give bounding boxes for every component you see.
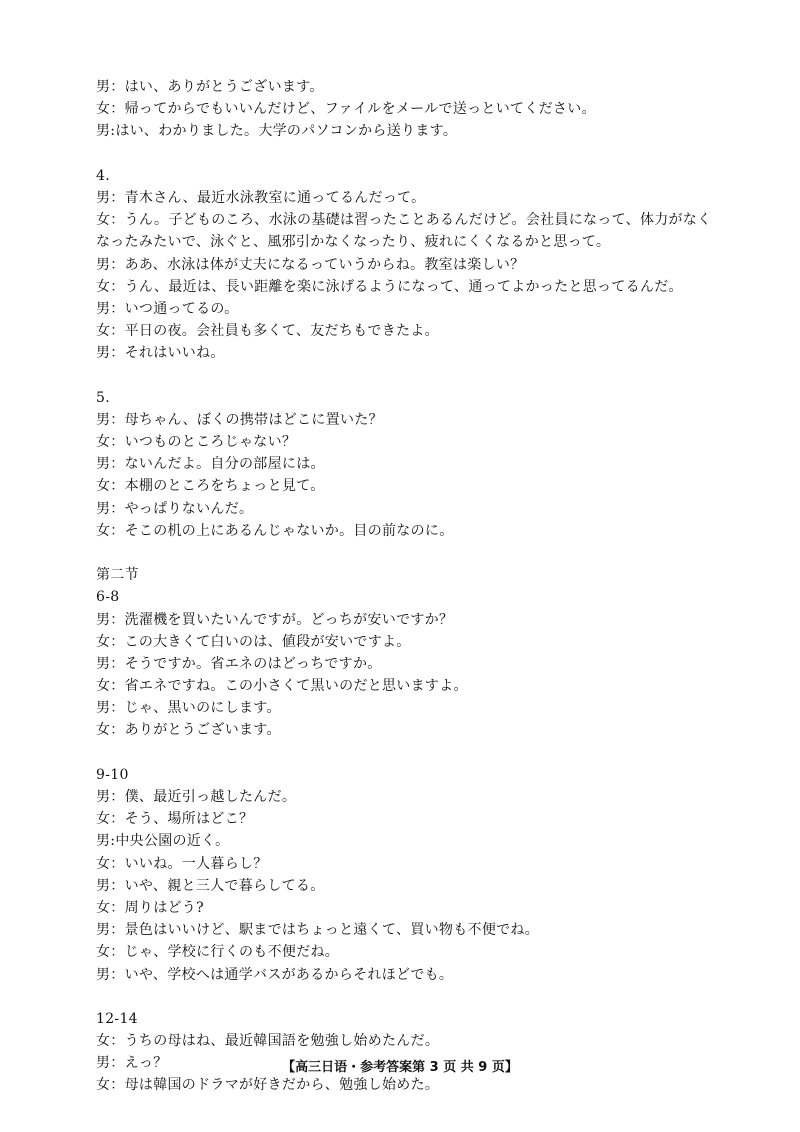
dialogue-line: 男：じゃ、黒いのにします。 — [96, 700, 281, 717]
dialogue-line: 男：ないんだよ。自分の部屋には。 — [96, 456, 325, 473]
dialogue-line: 男：そうですか。省エネのはどっちですか。 — [96, 655, 382, 672]
dialogue-line: 男：それはいいね。 — [96, 345, 225, 362]
dialogue-line: 女：うん。子どものころ、水泳の基礎は習ったことあるんだけど。会社員になって、体力がなく — [96, 212, 712, 229]
dialogue-line: 女：周りはどう? — [96, 899, 204, 916]
section-intro — [96, 76, 736, 143]
dialogue-line: 女：うちの母はね、最近韓国語を勉強し始めたんだ。 — [96, 1033, 440, 1050]
part-heading: 第二节 — [96, 567, 139, 584]
dialogue-line: 女：省エネですね。この小さくて黒いのだと思いますよ。 — [96, 678, 468, 695]
section-heading: 5. — [96, 389, 110, 406]
dialogue-line: 女：平日の夜。会社員も多くて、友だちもできたよ。 — [96, 323, 439, 340]
dialogue-line: 女：うん、最近は、長い距離を楽に泳げるようになって、通ってよかったと思ってるんだ。 — [96, 278, 683, 295]
dialogue-line: 男：僕、最近引っ越したんだ。 — [96, 789, 297, 805]
dialogue-line: 男：いや、親と三人で暮らしてる。 — [96, 877, 325, 894]
section-heading: 9-10 — [96, 766, 129, 783]
dialogue-line: 男：いつ通ってるの。 — [96, 300, 239, 317]
document-body — [96, 76, 736, 1097]
dialogue-line: 男：景色はいいけど、駅まではちょっと遠くて、買い物も不便でね。 — [96, 922, 540, 939]
dialogue-line: 男：いや、学校へは通学バスがあるからそれほどでも。 — [96, 966, 454, 983]
dialogue-line: 女：この大きくて白いのは、値段が安いですよ。 — [96, 633, 411, 650]
section-heading: 6-8 — [96, 589, 120, 606]
dialogue-line: 男：はい、ありがとうございます。 — [96, 79, 324, 95]
dialogue-line: 男:中央公園の近く。 — [96, 833, 230, 850]
section-12-14 — [96, 1008, 736, 1097]
section-4 — [96, 165, 736, 365]
dialogue-line: 女：本棚のところをちょっと見て。 — [96, 478, 325, 495]
dialogue-line: 女：じゃ、学校に行くのも不便だね。 — [96, 944, 340, 961]
dialogue-line: 女：いつものところじゃない？ — [96, 434, 297, 450]
dialogue-line: 女：ありがとうございます。 — [96, 722, 281, 739]
dialogue-line: なったみたいで、泳ぐと、風邪引かなくなったり、疲れにくくなるかと思って。 — [96, 234, 611, 251]
dialogue-line: 男：母ちゃん、ぼくの携帯はどこに置いた？ — [96, 411, 383, 428]
dialogue-line: 女：母は韓国のドラマが好きだから、勉強し始めた。 — [96, 1077, 440, 1094]
dialogue-line: 女：いいね。一人暮らし？ — [96, 855, 268, 872]
dialogue-line: 男：青木さん、最近水泳教室に通ってるんだって。 — [96, 189, 426, 206]
dialogue-line: 男：洗濯機を買いたいんですが。どっちが安いですか？ — [96, 611, 454, 628]
dialogue-line: 女：そこの机の上にあるんじゃないか。目の前なのに。 — [96, 522, 454, 539]
section-heading: 12-14 — [96, 1010, 138, 1027]
section-9-10 — [96, 764, 736, 986]
page-footer: 【高三日语・参考答案第 3 页 共 9 页】 — [282, 1060, 518, 1075]
dialogue-line: 男：ああ、水泳は体が丈夫になるっていうからね。教室は楽しい？ — [96, 256, 525, 273]
dialogue-line: 男:はい、わかりました。大学のパソコンから送ります。 — [96, 123, 458, 140]
dialogue-line: 女：帰ってからでもいいんだけど、ファイルをメールで送っといてください。 — [96, 101, 596, 118]
dialogue-line: 女：そう、場所はどこ？ — [96, 811, 254, 828]
dialogue-line: 男：えっ？ — [96, 1055, 168, 1072]
section-5 — [96, 387, 736, 542]
section-heading: 4. — [96, 167, 110, 184]
section-part-two — [96, 564, 736, 742]
dialogue-line: 男：やっぱりないんだ。 — [96, 500, 254, 517]
